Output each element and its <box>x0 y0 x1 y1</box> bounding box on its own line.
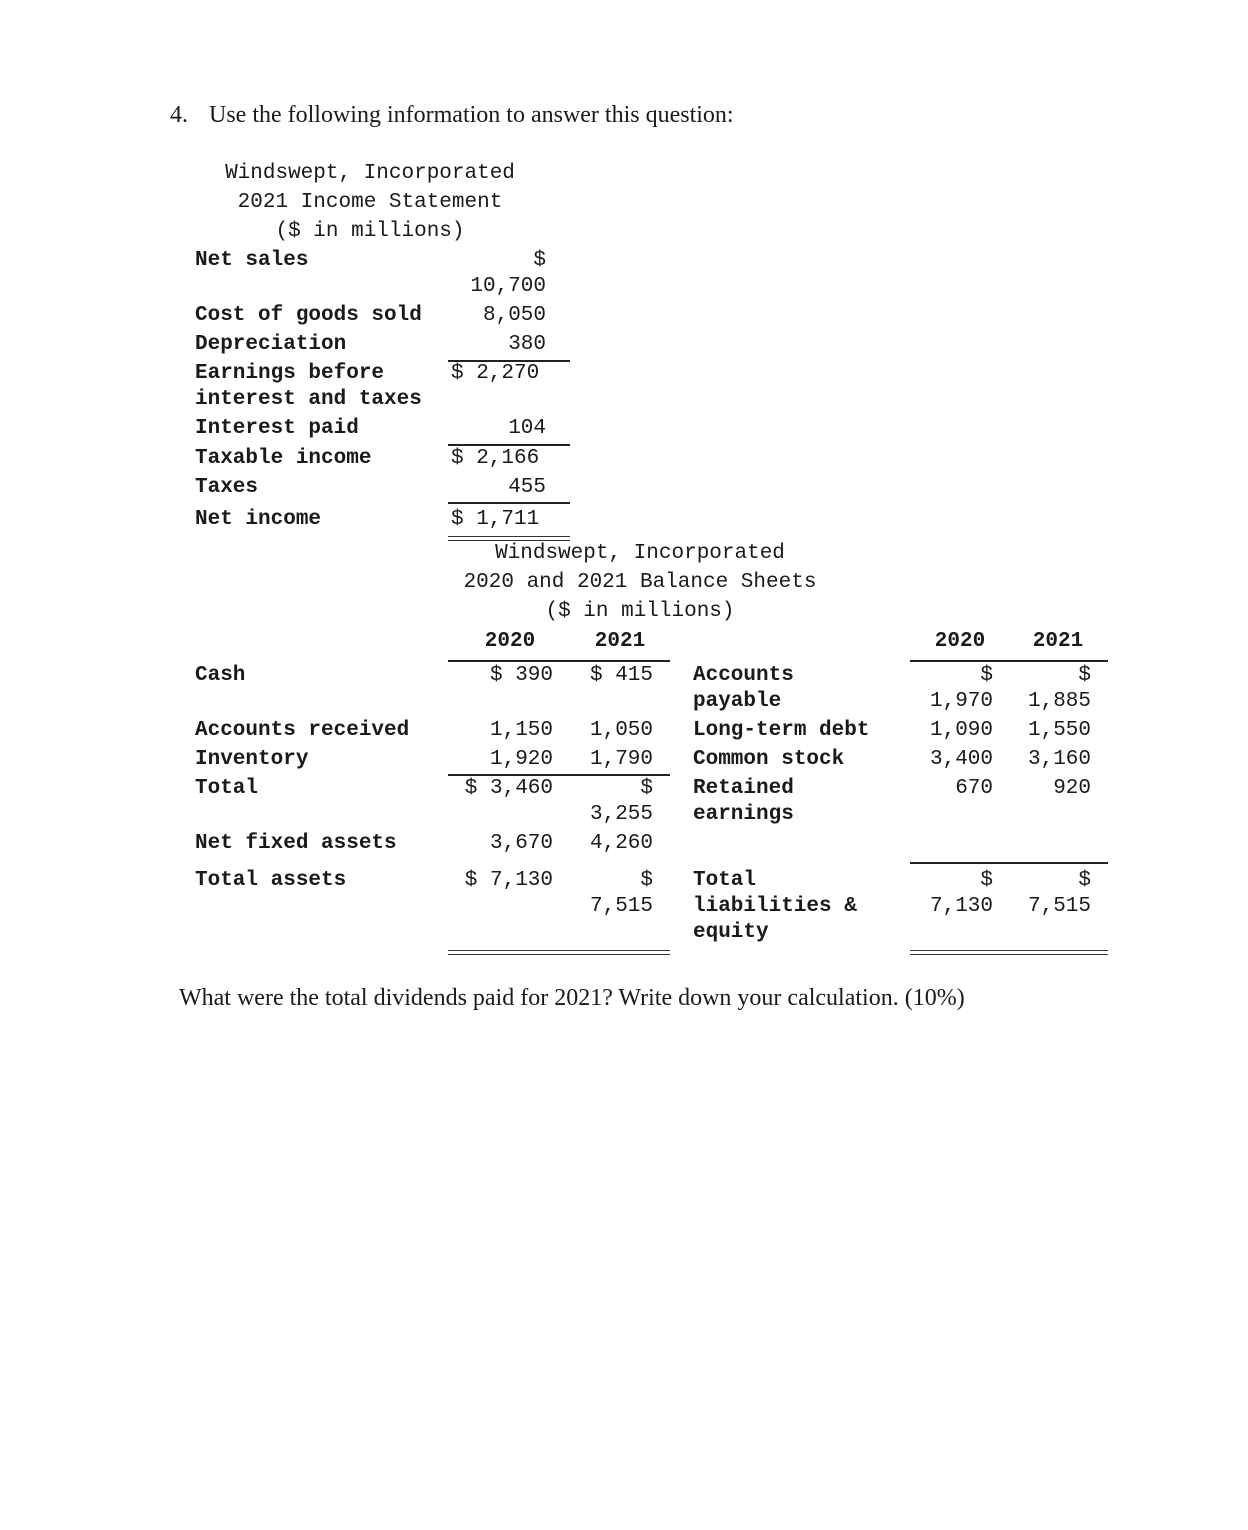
question-number: 4. <box>170 102 188 128</box>
income-units: ($ in millions) <box>275 220 465 243</box>
double-underline <box>910 950 1108 955</box>
divider <box>448 774 670 776</box>
total-liabilities-2021-dollar: $ <box>1078 869 1091 892</box>
divider <box>448 444 570 446</box>
total-assets-2020: $ 7,130 <box>464 869 553 892</box>
total-liabilities-2021: 7,515 <box>1027 895 1091 918</box>
total-liabilities-label-1: Total <box>693 869 757 892</box>
taxable-label: Taxable income <box>195 447 372 470</box>
net-sales-value: 10,700 <box>470 275 546 298</box>
accounts-payable-2020: 1,970 <box>929 690 993 713</box>
interest-label: Interest paid <box>195 417 359 440</box>
inventory-label: Inventory <box>195 748 309 771</box>
total-liabilities-2020: 7,130 <box>929 895 993 918</box>
interest-value: 104 <box>508 417 546 440</box>
depreciation-label: Depreciation <box>195 333 347 356</box>
divider <box>910 660 1108 662</box>
cogs-label: Cost of goods sold <box>195 304 422 327</box>
taxes-label: Taxes <box>195 476 259 499</box>
ebit-value: $ 2,270 <box>451 362 540 385</box>
total-assets-2021-dollar: $ <box>640 869 653 892</box>
common-stock-2020: 3,400 <box>929 748 993 771</box>
double-underline <box>448 950 670 955</box>
total-current-2020: $ 3,460 <box>464 777 553 800</box>
year-header-2021: 2021 <box>1032 630 1084 653</box>
net-fixed-2020: 3,670 <box>489 832 553 855</box>
total-current-label: Total <box>195 777 259 800</box>
balance-units: ($ in millions) <box>545 600 735 623</box>
total-current-2021: 3,255 <box>589 803 653 826</box>
net-fixed-2021: 4,260 <box>589 832 653 855</box>
cash-2020: $ 390 <box>489 664 553 687</box>
year-header-2021: 2021 <box>594 630 646 653</box>
net-sales-dollar: $ <box>533 249 546 272</box>
long-term-debt-label: Long-term debt <box>693 719 870 742</box>
accounts-payable-2021-dollar: $ <box>1078 664 1091 687</box>
receivables-2020: 1,150 <box>489 719 553 742</box>
common-stock-label: Common stock <box>693 748 845 771</box>
net-sales-label: Net sales <box>195 249 309 272</box>
accounts-payable-2020-dollar: $ <box>980 664 993 687</box>
long-term-debt-2021: 1,550 <box>1027 719 1091 742</box>
ebit-label-1: Earnings before <box>195 362 385 385</box>
year-header-2020: 2020 <box>934 630 986 653</box>
divider <box>448 502 570 504</box>
ebit-label-2: interest and taxes <box>195 388 422 411</box>
taxable-value: $ 2,166 <box>451 447 540 470</box>
accounts-payable-2021: 1,885 <box>1027 690 1091 713</box>
total-assets-2021: 7,515 <box>589 895 653 918</box>
retained-earnings-label-2: earnings <box>693 803 794 826</box>
cogs-value: 8,050 <box>482 304 546 327</box>
question-ask: What were the total dividends paid for 2021? Write down your calculation. (10%) <box>179 985 965 1011</box>
cash-label: Cash <box>195 664 246 687</box>
accounts-payable-label-1: Accounts <box>693 664 794 687</box>
receivables-2021: 1,050 <box>589 719 653 742</box>
double-underline <box>448 536 570 541</box>
divider <box>910 862 1108 864</box>
income-title: 2021 Income Statement <box>237 191 503 214</box>
total-liabilities-label-2: liabilities & <box>693 895 857 918</box>
cash-2021: $ 415 <box>589 664 653 687</box>
net-income-label: Net income <box>195 508 322 531</box>
long-term-debt-2020: 1,090 <box>929 719 993 742</box>
balance-company: Windswept, Incorporated <box>495 542 785 565</box>
year-header-2020: 2020 <box>484 630 536 653</box>
retained-earnings-2020: 670 <box>955 777 993 800</box>
net-fixed-label: Net fixed assets <box>195 832 397 855</box>
taxes-value: 455 <box>508 476 546 499</box>
balance-title: 2020 and 2021 Balance Sheets <box>463 571 817 594</box>
divider <box>448 660 670 662</box>
net-income-value: $ 1,711 <box>451 508 540 531</box>
receivables-label: Accounts received <box>195 719 410 742</box>
retained-earnings-2021: 920 <box>1053 777 1091 800</box>
total-liabilities-label-3: equity <box>693 921 769 944</box>
total-current-2021-dollar: $ <box>640 777 653 800</box>
question-intro: Use the following information to answer this question: <box>209 102 734 128</box>
inventory-2021: 1,790 <box>589 748 653 771</box>
total-liabilities-2020-dollar: $ <box>980 869 993 892</box>
accounts-payable-label-2: payable <box>693 690 782 713</box>
total-assets-label: Total assets <box>195 869 347 892</box>
retained-earnings-label-1: Retained <box>693 777 794 800</box>
common-stock-2021: 3,160 <box>1027 748 1091 771</box>
inventory-2020: 1,920 <box>489 748 553 771</box>
income-company: Windswept, Incorporated <box>225 162 515 185</box>
depreciation-value: 380 <box>508 333 546 356</box>
